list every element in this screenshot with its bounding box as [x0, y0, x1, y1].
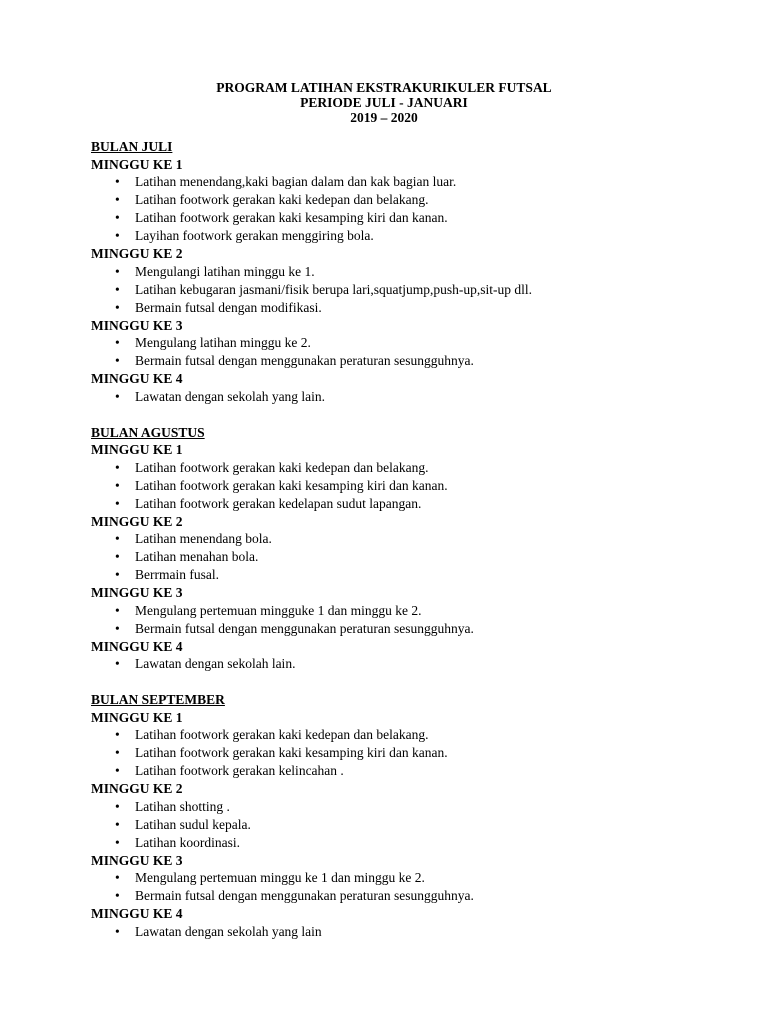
list-item-text: Latihan footwork gerakan kaki kesamping kiri dan kanan. — [135, 477, 448, 493]
month-heading: BULAN AGUSTUS — [91, 424, 205, 440]
list-item-text: Latihan kebugaran jasmani/fisik berupa lari,squatjump,push-up,sit-up dll. — [135, 281, 533, 297]
bullet-icon: • — [115, 459, 120, 475]
bullet-icon: • — [115, 656, 120, 671]
bullet-icon: • — [115, 798, 120, 814]
bullet-icon: • — [115, 745, 120, 760]
list-item-text: Lawatan dengan sekolah lain. — [135, 656, 296, 671]
month-heading: BULAN JULI — [91, 139, 173, 154]
list-item — [91, 334, 711, 352]
list-item — [91, 869, 711, 887]
bullet-icon: • — [115, 727, 120, 742]
list-item — [91, 923, 711, 941]
bullet-icon: • — [115, 834, 120, 850]
list-item-text: Latihan menendang,kaki bagian dalam dan kak bagian luar. — [135, 174, 457, 189]
list-item-text: Layihan footwork gerakan menggiring bola. — [135, 228, 374, 243]
bullet-icon: • — [115, 602, 120, 618]
list-item-text: Bermain futsal dengan menggunakan peraturan sesungguhnya. — [135, 888, 474, 903]
list-item — [91, 887, 711, 905]
bullet-icon: • — [115, 888, 120, 903]
bullet-icon: • — [115, 388, 120, 404]
bullet-icon: • — [115, 353, 120, 368]
section-spacer — [91, 673, 711, 691]
week-heading: MINGGU KE 1 — [91, 156, 183, 172]
list-item-text: Lawatan dengan sekolah yang lain — [135, 923, 322, 939]
week-heading: MINGGU KE 1 — [91, 442, 183, 457]
schedule-content — [91, 138, 711, 941]
list-item — [91, 548, 711, 566]
week-heading: MINGGU KE 4 — [91, 371, 183, 386]
list-item-text: Latihan menahan bola. — [135, 549, 259, 564]
title-line-3: 2019 – 2020 — [350, 110, 418, 125]
week-heading: MINGGU KE 3 — [91, 852, 183, 868]
list-item-text: Latihan footwork gerakan kaki kedepan dan belakang. — [135, 192, 429, 207]
list-item-text: Latihan footwork gerakan kedelapan sudut lapangan. — [135, 495, 422, 511]
list-item — [91, 762, 711, 780]
list-item — [91, 566, 711, 584]
activity-list — [91, 173, 711, 245]
list-item — [91, 209, 711, 227]
bullet-icon: • — [115, 174, 120, 189]
list-item — [91, 798, 711, 816]
activity-list — [91, 459, 711, 513]
bullet-icon: • — [115, 192, 120, 207]
list-item — [91, 299, 711, 317]
bullet-icon: • — [115, 870, 120, 885]
bullet-icon: • — [115, 228, 120, 243]
activity-list — [91, 923, 711, 941]
bullet-icon: • — [115, 299, 120, 315]
bullet-icon: • — [115, 816, 120, 832]
list-item-text: Bermain futsal dengan menggunakan peraturan sesungguhnya. — [135, 620, 474, 636]
list-item-text: Latihan shotting . — [135, 798, 230, 814]
list-item — [91, 477, 711, 495]
list-item-text: Mengulang pertemuan mingguke 1 dan minggu ke 2. — [135, 602, 422, 618]
list-item — [91, 227, 711, 245]
list-item — [91, 263, 711, 281]
list-item — [91, 530, 711, 548]
list-item-text: Berrmain fusal. — [135, 567, 219, 582]
list-item — [91, 602, 711, 620]
activity-list — [91, 334, 711, 370]
list-item-text: Bermain futsal dengan menggunakan peraturan sesungguhnya. — [135, 353, 474, 368]
list-item-text: Latihan footwork gerakan kaki kedepan dan belakang. — [135, 459, 429, 475]
activity-list — [91, 726, 711, 780]
month-section — [91, 691, 711, 941]
document-title — [0, 80, 768, 125]
activity-list — [91, 530, 711, 584]
week-heading: MINGGU KE 2 — [91, 513, 183, 529]
list-item-text: Latihan menendang bola. — [135, 531, 272, 546]
list-item-text: Mengulang pertemuan minggu ke 1 dan minggu ke 2. — [135, 870, 425, 885]
week-heading: MINGGU KE 4 — [91, 638, 183, 654]
title-line-2: PERIODE JULI - JANUARI — [300, 95, 468, 110]
bullet-icon: • — [115, 263, 120, 279]
list-item-text: Latihan footwork gerakan kelincahan . — [135, 763, 344, 778]
bullet-icon: • — [115, 763, 120, 778]
list-item-text: Latihan footwork gerakan kaki kesamping kiri dan kanan. — [135, 210, 448, 225]
week-heading: MINGGU KE 2 — [91, 246, 183, 261]
list-item-text: Bermain futsal dengan modifikasi. — [135, 299, 322, 315]
activity-list — [91, 263, 711, 317]
title-line-1: PROGRAM LATIHAN EKSTRAKURIKULER FUTSAL — [216, 80, 552, 95]
bullet-icon: • — [115, 335, 120, 350]
activity-list — [91, 655, 711, 673]
list-item — [91, 495, 711, 513]
list-item — [91, 388, 711, 406]
list-item — [91, 744, 711, 762]
month-heading: BULAN SEPTEMBER — [91, 692, 225, 707]
week-heading: MINGGU KE 3 — [91, 585, 183, 600]
week-heading: MINGGU KE 1 — [91, 709, 183, 725]
list-item — [91, 281, 711, 299]
bullet-icon: • — [115, 531, 120, 546]
list-item — [91, 726, 711, 744]
list-item — [91, 191, 711, 209]
bullet-icon: • — [115, 549, 120, 564]
bullet-icon: • — [115, 923, 120, 939]
list-item-text: Latihan footwork gerakan kaki kesamping kiri dan kanan. — [135, 745, 448, 760]
bullet-icon: • — [115, 495, 120, 511]
week-heading: MINGGU KE 2 — [91, 781, 183, 796]
list-item — [91, 834, 711, 852]
list-item-text: Lawatan dengan sekolah yang lain. — [135, 388, 326, 404]
list-item — [91, 655, 711, 673]
activity-list — [91, 798, 711, 852]
activity-list — [91, 388, 711, 406]
month-section — [91, 138, 711, 406]
list-item — [91, 459, 711, 477]
list-item-text: Latihan koordinasi. — [135, 834, 240, 850]
week-heading: MINGGU KE 3 — [91, 317, 183, 333]
list-item-text: Latihan footwork gerakan kaki kedepan dan belakang. — [135, 727, 429, 742]
section-spacer — [91, 406, 711, 424]
list-item — [91, 816, 711, 834]
bullet-icon: • — [115, 567, 120, 582]
bullet-icon: • — [115, 281, 120, 297]
list-item-text: Mengulangi latihan minggu ke 1. — [135, 263, 315, 279]
week-heading: MINGGU KE 4 — [91, 906, 183, 921]
list-item-text: Mengulang latihan minggu ke 2. — [135, 335, 311, 350]
list-item — [91, 173, 711, 191]
activity-list — [91, 602, 711, 638]
bullet-icon: • — [115, 620, 120, 636]
bullet-icon: • — [115, 477, 120, 493]
bullet-icon: • — [115, 210, 120, 225]
list-item — [91, 620, 711, 638]
list-item-text: Latihan sudul kepala. — [135, 816, 251, 832]
list-item — [91, 352, 711, 370]
month-section — [91, 424, 711, 674]
activity-list — [91, 869, 711, 905]
